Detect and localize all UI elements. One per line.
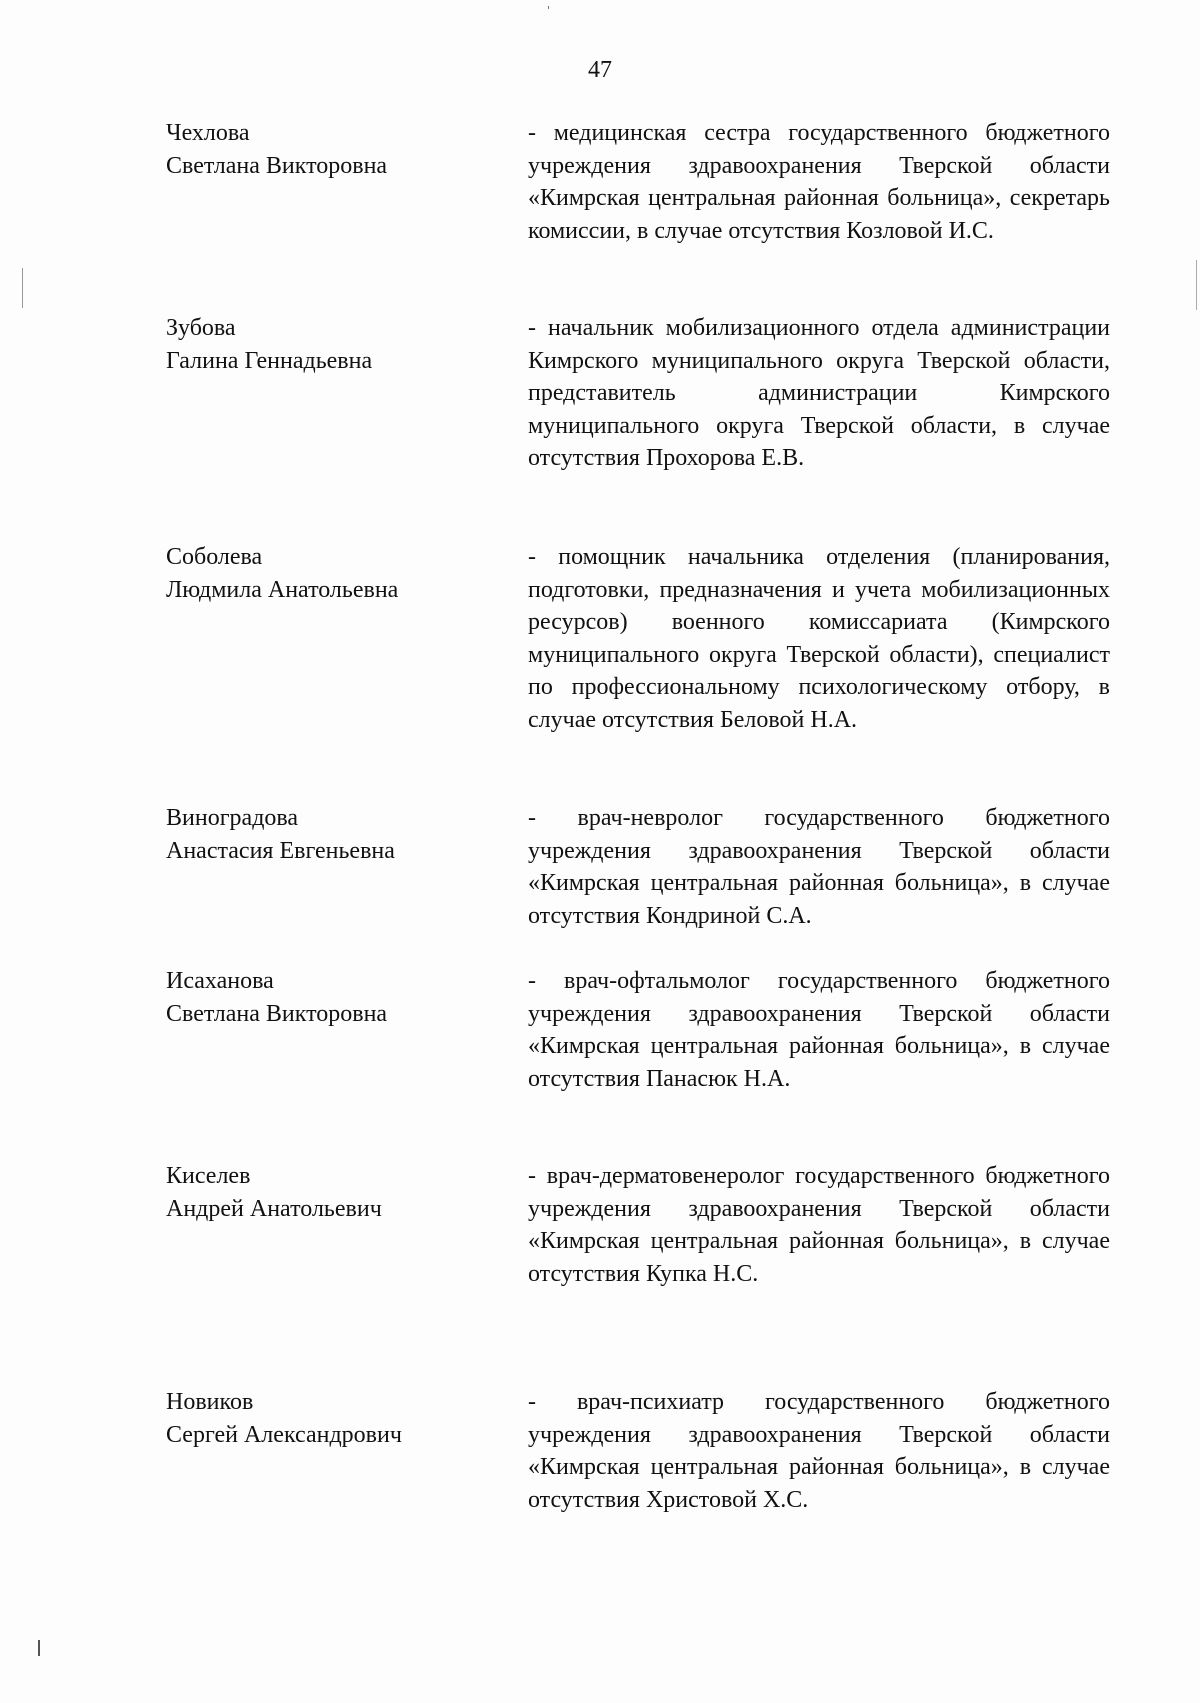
person-given-names: Светлана Викторовна — [166, 152, 388, 179]
person-role-description: - врач-невролог государственного бюджетного учреждения здравоохранения Тверской области «Кимрская центральная районная больница», в случае отсутствия Кондриной С.А. — [528, 805, 1110, 929]
person-name — [166, 1386, 496, 1451]
person-name — [166, 312, 496, 377]
person-surname: Исаханова — [166, 968, 274, 994]
person-name — [166, 541, 496, 606]
person-given-names: Сергей Александрович — [166, 1421, 402, 1448]
person-role-description: - медицинская сестра государственного бюджетного учреждения здравоохранения Тверской области «Кимрская центральная районная больница», секретарь комиссии, в случае отсутствия Козловой И.С. — [528, 120, 1110, 244]
person-given-names: Светлана Викторовна — [166, 1000, 388, 1027]
person-given-names: Анастасия Евгеньевна — [166, 837, 395, 864]
person-given-names: Андрей Анатольевич — [166, 1195, 382, 1222]
person-surname: Соболева — [166, 544, 263, 570]
scan-mark-left — [22, 268, 23, 308]
person-role-description: - врач-офтальмолог государственного бюджетного учреждения здравоохранения Тверской области «Кимрская центральная районная больница», в случае отсутствия Панасюк Н.А. — [528, 968, 1110, 1092]
person-name — [166, 965, 496, 1030]
person-role-description: - врач-дерматовенеролог государственного бюджетного учреждения здравоохранения Тверской области «Кимрская центральная районная больница», в случае отсутствия Купка Н.С. — [528, 1163, 1110, 1287]
scan-mark-right — [1196, 260, 1197, 310]
person-name — [166, 802, 496, 867]
page-number: 47 — [588, 57, 612, 83]
person-role-description: - врач-психиатр государственного бюджетного учреждения здравоохранения Тверской области «Кимрская центральная районная больница», в случае отсутствия Христовой Х.С. — [528, 1389, 1110, 1513]
person-name — [166, 1160, 496, 1225]
person-surname: Киселев — [166, 1163, 251, 1189]
person-name — [166, 117, 496, 182]
person-surname: Виноградова — [166, 805, 299, 831]
scan-mark-left-bottom — [38, 1640, 40, 1656]
person-given-names: Людмила Анатольевна — [166, 576, 399, 603]
person-surname: Чехлова — [166, 120, 250, 146]
scan-mark-top — [548, 6, 549, 9]
person-given-names: Галина Геннадьевна — [166, 347, 373, 374]
person-role-description: - помощник начальника отделения (планирования, подготовки, предназначения и учета мобилизационных ресурсов) военного комиссариата (Кимрского муниципального округа Тверской области), специалист по профессиональному психологическому отбору, в случае отсутствия Беловой Н.А. — [528, 544, 1110, 733]
person-role-description: - начальник мобилизационного отдела администрации Кимрского муниципального округа Тверской области, представитель администрации Кимрского муниципального округа Тверской области, в случае отсутствия Прохорова Е.В. — [528, 315, 1110, 472]
person-surname: Зубова — [166, 315, 236, 341]
person-surname: Новиков — [166, 1389, 254, 1415]
